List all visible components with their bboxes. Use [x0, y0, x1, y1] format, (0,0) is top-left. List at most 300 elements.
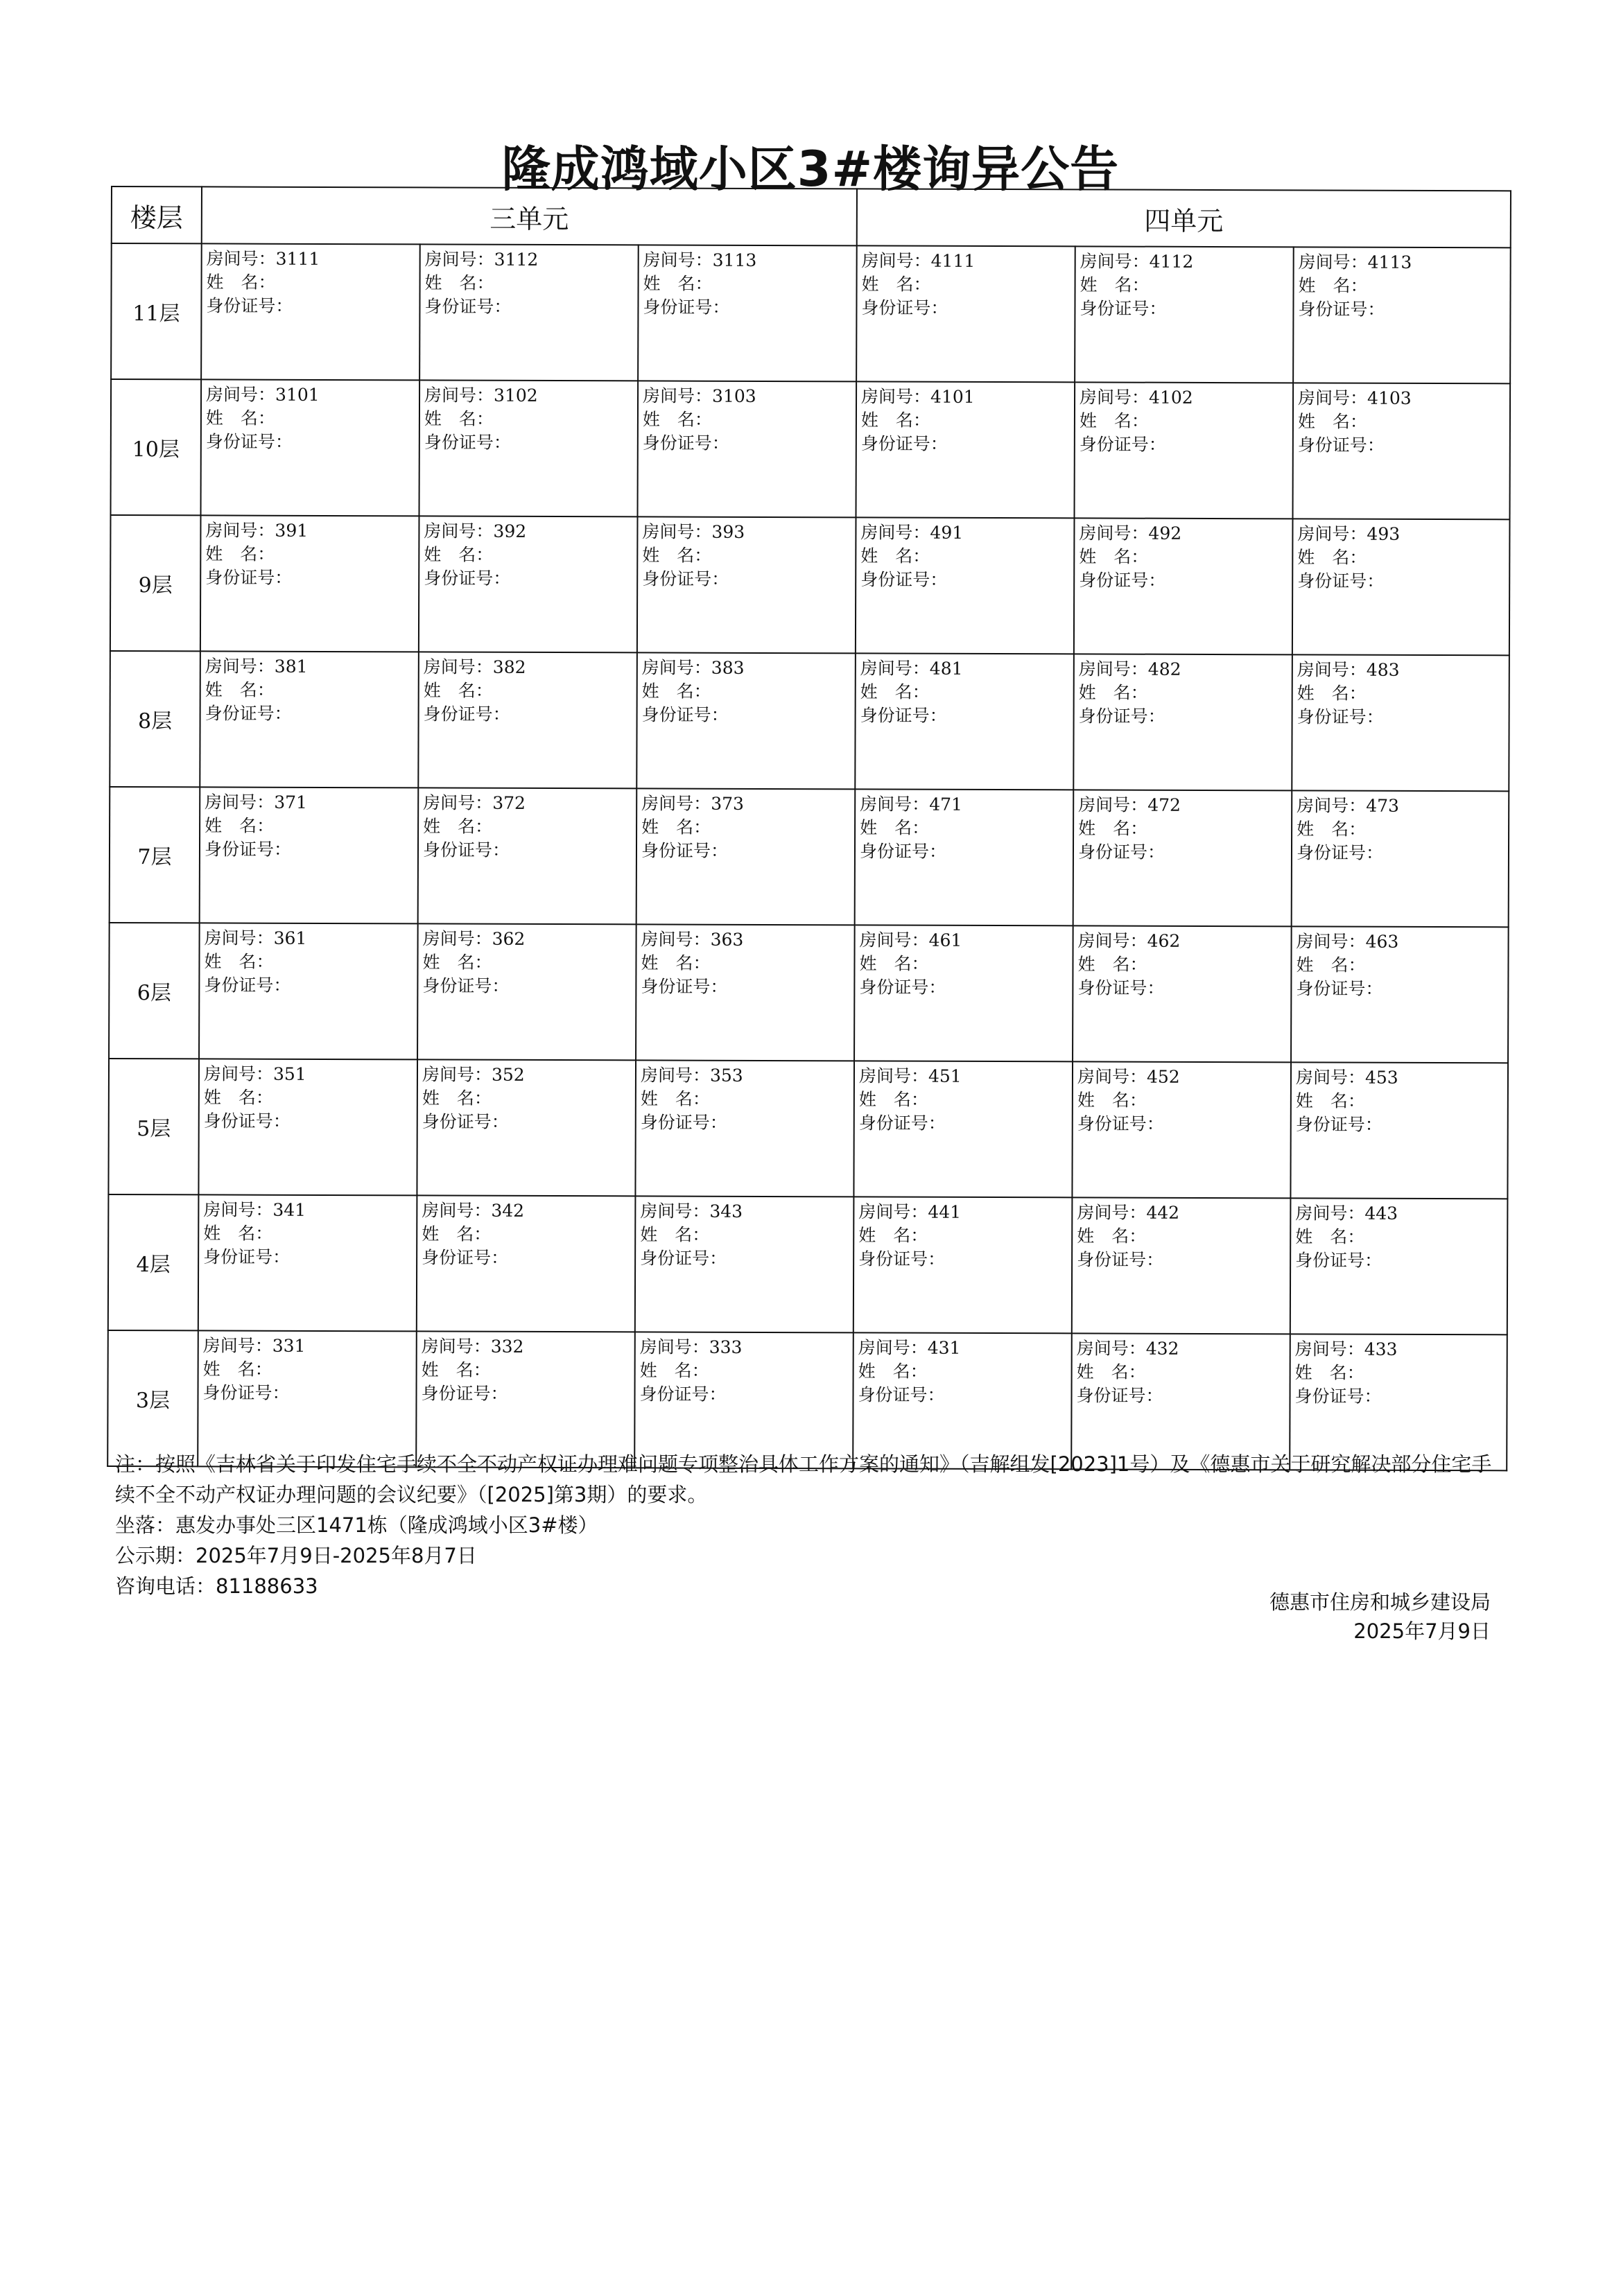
room-cell: [855, 653, 1074, 790]
room-number-value: 4101: [930, 386, 975, 407]
room-number-line: [643, 384, 856, 408]
room-number-label: 房间号：: [202, 1335, 272, 1356]
id-number-label: 身份证号：: [1297, 706, 1384, 727]
room-number-line: [1297, 658, 1509, 682]
room-number-value: 442: [1146, 1202, 1180, 1223]
room-number-label: 房间号：: [206, 384, 276, 405]
room-number-value: 3101: [275, 384, 320, 405]
room-number-line: [860, 928, 1073, 953]
floor-label: 6层: [109, 923, 200, 1059]
room-number-line: [640, 1199, 853, 1224]
room-cell: [856, 245, 1075, 382]
issue-date: 2025年7月9日: [1353, 1619, 1491, 1643]
room-number-line: [206, 383, 419, 407]
room-number-line: [204, 1062, 417, 1086]
room-number-line: [641, 1063, 853, 1088]
room-number-label: 房间号：: [205, 792, 275, 812]
room-number-label: 房间号：: [422, 928, 492, 949]
room-number-label: 房间号：: [1298, 252, 1368, 272]
room-number-label: 房间号：: [1078, 794, 1148, 815]
room-number-label: 房间号：: [1077, 1202, 1147, 1223]
room-number-label: 房间号：: [861, 386, 931, 407]
room-number-line: [424, 383, 637, 408]
room-number-line: [858, 1336, 1071, 1360]
floor-label: 9层: [110, 515, 201, 651]
room-number-label: 房间号：: [858, 1337, 928, 1358]
name-label: 姓 名：: [203, 1087, 273, 1108]
room-number-value: 361: [273, 928, 307, 948]
room-number-value: 443: [1364, 1203, 1398, 1224]
room-cell: [635, 1196, 854, 1332]
room-number-value: 342: [491, 1200, 525, 1221]
room-number-value: 433: [1364, 1339, 1398, 1359]
room-number-label: 房间号：: [204, 928, 274, 948]
room-number-value: 3113: [712, 250, 757, 270]
room-number-value: 491: [930, 522, 964, 543]
room-number-line: [858, 1200, 1071, 1224]
id-number-label: 身份证号：: [1077, 977, 1165, 998]
room-number-label: 房间号：: [424, 249, 494, 270]
room-number-line: [203, 1334, 416, 1358]
room-number-line: [641, 792, 854, 816]
room-cell: [634, 1332, 853, 1468]
room-number-line: [862, 249, 1075, 273]
id-number-label: 身份证号：: [859, 841, 947, 862]
room-number-line: [1296, 1066, 1507, 1090]
table-row: [110, 787, 1509, 927]
location-text: 坐落：惠发办事处三区1471栋（隆成鸿域小区3#楼）: [115, 1513, 598, 1537]
room-number-value: 332: [490, 1336, 524, 1357]
room-number-value: 482: [1147, 659, 1181, 679]
name-label: 姓 名：: [642, 545, 712, 566]
room-number-line: [640, 1335, 853, 1359]
id-number-label: 身份证号：: [1297, 435, 1385, 455]
room-number-label: 房间号：: [1080, 251, 1150, 272]
name-label: 姓 名：: [206, 272, 276, 293]
name-label: 姓 名：: [423, 680, 493, 701]
id-number-label: 身份证号：: [860, 433, 948, 454]
room-cell: [201, 379, 420, 516]
room-number-value: 363: [710, 929, 744, 950]
room-number-line: [1078, 929, 1291, 953]
name-label: 姓 名：: [1076, 1362, 1146, 1382]
room-number-label: 房间号：: [205, 656, 275, 677]
room-number-line: [861, 385, 1074, 409]
room-cell: [1292, 654, 1509, 791]
id-number-label: 身份证号：: [1298, 299, 1385, 320]
room-cell: [1290, 1062, 1508, 1199]
issuer-org: 德惠市住房和城乡建设局: [1269, 1590, 1491, 1614]
room-number-value: 351: [272, 1063, 306, 1084]
id-number-label: 身份证号：: [203, 1246, 291, 1267]
room-number-label: 房间号：: [858, 1201, 928, 1222]
room-number-line: [423, 791, 636, 815]
signature-block: [1269, 1588, 1491, 1646]
room-number-line: [1297, 794, 1508, 818]
room-cell: [635, 1060, 854, 1197]
room-number-line: [423, 927, 636, 951]
id-number-label: 身份证号：: [860, 569, 948, 590]
table-row: [109, 923, 1509, 1063]
room-number-value: 353: [709, 1065, 743, 1086]
room-number-label: 房间号：: [641, 657, 711, 678]
id-number-label: 身份证号：: [639, 1384, 727, 1404]
room-number-line: [424, 519, 636, 543]
room-number-value: 471: [929, 794, 962, 815]
room-cell: [1075, 246, 1294, 383]
room-number-value: 382: [492, 656, 526, 677]
room-number-label: 房间号：: [203, 1063, 274, 1084]
name-label: 姓 名：: [205, 408, 276, 428]
id-number-label: 身份证号：: [858, 1249, 946, 1269]
room-cell: [1075, 382, 1294, 519]
room-number-line: [207, 247, 419, 271]
id-number-label: 身份证号：: [202, 1382, 290, 1403]
room-cell: [198, 1330, 417, 1467]
period-text: 公示期：2025年7月9日-2025年8月7日: [115, 1544, 477, 1567]
unit-3-header: 三单元: [202, 186, 857, 245]
id-number-label: 身份证号：: [643, 297, 730, 318]
name-label: 姓 名：: [424, 544, 494, 565]
room-number-label: 房间号：: [424, 385, 494, 406]
room-number-value: 441: [928, 1201, 962, 1222]
name-label: 姓 名：: [1297, 819, 1367, 840]
room-number-line: [205, 790, 417, 815]
room-number-value: 432: [1145, 1338, 1179, 1359]
room-cell: [1074, 518, 1293, 654]
room-number-label: 房间号：: [1298, 388, 1368, 408]
room-number-label: 房间号：: [1297, 795, 1367, 816]
room-number-line: [1077, 1337, 1290, 1361]
room-number-value: 392: [493, 521, 527, 541]
room-number-value: 492: [1148, 523, 1182, 543]
room-cell: [419, 380, 639, 516]
id-number-label: 身份证号：: [1076, 1385, 1163, 1406]
name-label: 姓 名：: [858, 1089, 928, 1110]
room-number-label: 房间号：: [860, 658, 930, 679]
room-cell: [198, 1059, 417, 1195]
room-cell: [638, 245, 857, 381]
id-number-label: 身份证号：: [205, 703, 292, 724]
name-label: 姓 名：: [1077, 954, 1147, 975]
room-cell: [419, 516, 638, 652]
room-number-line: [860, 656, 1073, 681]
room-number-line: [1077, 1201, 1290, 1225]
floor-label: 11层: [111, 243, 202, 379]
room-number-value: 461: [928, 930, 962, 950]
room-cell: [198, 1194, 417, 1331]
room-cell: [856, 517, 1075, 654]
name-label: 姓 名：: [422, 1088, 492, 1108]
room-number-label: 房间号：: [641, 793, 711, 814]
room-number-line: [1078, 793, 1291, 817]
name-label: 姓 名：: [1296, 955, 1366, 975]
name-label: 姓 名：: [205, 679, 275, 700]
name-label: 姓 名：: [204, 951, 274, 972]
room-number-line: [1077, 1065, 1290, 1089]
room-number-label: 房间号：: [1078, 659, 1148, 679]
name-label: 姓 名：: [424, 408, 494, 429]
room-number-label: 房间号：: [1297, 523, 1367, 544]
room-number-label: 房间号：: [423, 656, 493, 677]
room-number-label: 房间号：: [640, 1201, 710, 1221]
name-label: 姓 名：: [422, 1224, 492, 1244]
name-label: 姓 名：: [860, 546, 930, 566]
room-number-line: [205, 654, 418, 679]
room-number-value: 343: [709, 1201, 743, 1221]
room-cell: [636, 788, 856, 925]
room-number-label: 房间号：: [1077, 1066, 1147, 1087]
name-label: 姓 名：: [1077, 1226, 1147, 1246]
room-number-line: [642, 656, 855, 680]
room-number-value: 4103: [1367, 388, 1412, 408]
room-number-value: 381: [274, 656, 308, 677]
room-number-label: 房间号：: [1297, 659, 1367, 680]
name-label: 姓 名：: [858, 1225, 928, 1246]
room-cell: [1292, 519, 1510, 655]
room-number-line: [859, 1064, 1072, 1088]
floor-label: 4层: [108, 1194, 199, 1330]
id-number-label: 身份证号：: [424, 568, 511, 589]
room-table: [107, 186, 1511, 1471]
room-number-value: 362: [492, 928, 526, 949]
room-number-value: 3112: [494, 249, 539, 270]
room-cell: [200, 515, 419, 652]
floor-label: 8层: [110, 651, 200, 787]
id-number-label: 身份证号：: [642, 433, 729, 453]
room-cell: [1073, 925, 1292, 1062]
id-number-label: 身份证号：: [1294, 1386, 1382, 1407]
room-number-label: 房间号：: [205, 520, 275, 541]
room-number-label: 房间号：: [1079, 523, 1149, 543]
room-number-value: 3103: [712, 385, 756, 406]
name-label: 姓 名：: [421, 1359, 491, 1380]
room-number-value: 4113: [1367, 252, 1412, 272]
room-number-value: 473: [1366, 795, 1399, 816]
room-number-label: 房间号：: [1080, 387, 1150, 408]
room-number-line: [860, 521, 1073, 545]
table-row: [110, 515, 1510, 655]
room-cell: [853, 1061, 1073, 1197]
name-label: 姓 名：: [423, 816, 493, 837]
room-number-value: 472: [1147, 794, 1181, 815]
id-number-label: 身份证号：: [861, 297, 948, 318]
id-number-label: 身份证号：: [206, 295, 293, 316]
name-label: 姓 名：: [1078, 818, 1148, 839]
room-number-label: 房间号：: [203, 1199, 273, 1220]
room-number-value: 333: [709, 1337, 743, 1357]
name-label: 姓 名：: [860, 681, 930, 702]
table-row: [108, 1194, 1508, 1334]
room-number-label: 房间号：: [860, 522, 930, 543]
name-label: 姓 名：: [202, 1359, 272, 1380]
name-label: 姓 名：: [203, 1223, 273, 1244]
name-label: 姓 名：: [641, 681, 711, 702]
room-cell: [200, 787, 419, 923]
id-number-label: 身份证号：: [641, 976, 728, 997]
name-label: 姓 名：: [640, 1088, 710, 1109]
floor-label: 3层: [107, 1330, 198, 1466]
room-number-label: 房间号：: [1294, 1339, 1364, 1359]
room-number-value: 493: [1367, 523, 1401, 544]
room-number-line: [1080, 250, 1293, 274]
room-number-label: 房间号：: [1077, 930, 1147, 951]
room-cell: [418, 652, 637, 788]
room-cell: [638, 381, 857, 517]
id-number-label: 身份证号：: [205, 431, 293, 452]
room-cell: [1292, 790, 1509, 927]
id-number-label: 身份证号：: [424, 296, 512, 317]
name-label: 姓 名：: [1297, 411, 1368, 432]
room-number-line: [422, 1063, 635, 1087]
name-label: 姓 名：: [642, 409, 713, 430]
name-label: 姓 名：: [860, 410, 931, 430]
room-number-line: [1079, 657, 1292, 681]
id-number-label: 身份证号：: [858, 1384, 945, 1405]
room-cell: [200, 651, 419, 788]
id-number-label: 身份证号：: [204, 975, 291, 995]
room-cell: [199, 923, 418, 1059]
room-number-line: [860, 792, 1073, 817]
room-cell: [1073, 790, 1292, 926]
name-label: 姓 名：: [641, 817, 711, 837]
unit-4-header: 四单元: [857, 189, 1511, 247]
room-number-value: 463: [1365, 931, 1399, 952]
id-number-label: 身份证号：: [860, 705, 947, 726]
id-number-label: 身份证号：: [640, 1248, 727, 1269]
room-cell: [637, 516, 856, 653]
floor-label: 5层: [108, 1059, 199, 1194]
room-number-line: [642, 520, 855, 544]
room-number-value: 462: [1147, 930, 1181, 951]
name-label: 姓 名：: [643, 273, 713, 294]
room-cell: [417, 1195, 636, 1332]
room-number-value: 481: [929, 658, 963, 679]
id-number-label: 身份证号：: [858, 1113, 946, 1133]
id-number-label: 身份证号：: [1295, 1114, 1382, 1135]
id-number-label: 身份证号：: [422, 975, 510, 996]
table-row: [111, 243, 1511, 383]
id-number-label: 身份证号：: [205, 567, 293, 588]
id-number-label: 身份证号：: [1296, 978, 1383, 999]
room-cell: [636, 924, 855, 1061]
note-text: 注：按照《吉林省关于印发住宅手续不全不动产权证办理难问题专项整治具体工作方案的通知》（吉解组发[2023]1号）及《德惠市关于研究解决部分住宅手续不全不动产权证办理问题的会议纪要》（[2025]第3期）的要求。: [115, 1452, 1492, 1506]
room-number-line: [641, 928, 854, 952]
name-label: 姓 名：: [639, 1360, 709, 1381]
room-cell: [201, 243, 420, 380]
room-number-label: 房间号：: [422, 1200, 492, 1221]
notes-section: [115, 1449, 1509, 1601]
id-number-label: 身份证号：: [203, 1111, 291, 1131]
id-number-label: 身份证号：: [204, 839, 292, 860]
id-number-label: 身份证号：: [422, 1111, 509, 1132]
name-label: 姓 名：: [859, 953, 929, 974]
room-number-label: 房间号：: [1076, 1338, 1146, 1359]
id-number-label: 身份证号：: [422, 840, 510, 860]
room-number-label: 房间号：: [422, 1064, 492, 1085]
room-cell: [1290, 1198, 1508, 1334]
room-number-line: [1295, 1201, 1507, 1226]
room-number-label: 房间号：: [860, 794, 930, 815]
room-number-value: 341: [272, 1199, 306, 1220]
room-cell: [1072, 1061, 1291, 1198]
room-cell: [855, 789, 1074, 925]
name-label: 姓 名：: [641, 953, 711, 973]
room-cell: [417, 923, 636, 1060]
name-label: 姓 名：: [860, 817, 930, 838]
room-cell: [1291, 926, 1509, 1063]
room-cell: [419, 244, 639, 381]
room-number-label: 房间号：: [642, 521, 712, 542]
room-number-line: [203, 1198, 416, 1222]
id-number-label: 身份证号：: [641, 704, 729, 725]
room-number-value: 453: [1364, 1067, 1398, 1088]
name-label: 姓 名：: [858, 1361, 928, 1382]
room-number-label: 房间号：: [206, 248, 276, 269]
room-number-value: 393: [711, 521, 745, 542]
room-number-line: [1297, 930, 1508, 954]
id-number-label: 身份证号：: [1295, 1250, 1382, 1271]
table-header-row: [112, 186, 1511, 247]
id-number-label: 身份证号：: [1077, 842, 1165, 862]
name-label: 姓 名：: [1080, 275, 1150, 295]
room-number-line: [422, 1199, 634, 1223]
id-number-label: 身份证号：: [1078, 706, 1165, 727]
room-number-line: [1298, 386, 1509, 410]
room-number-value: 3102: [494, 385, 538, 406]
id-number-label: 身份证号：: [1077, 1113, 1164, 1134]
room-number-value: 352: [491, 1064, 525, 1085]
name-label: 姓 名：: [1077, 1090, 1147, 1111]
room-number-label: 房间号：: [1295, 1203, 1365, 1224]
name-label: 姓 名：: [1295, 1226, 1365, 1247]
name-label: 姓 名：: [205, 815, 275, 836]
name-label: 姓 名：: [205, 543, 275, 564]
id-number-label: 身份证号：: [1079, 570, 1166, 591]
room-number-line: [1080, 385, 1292, 410]
room-number-value: 452: [1146, 1066, 1180, 1087]
name-label: 姓 名：: [1294, 1362, 1364, 1383]
room-number-value: 431: [927, 1337, 961, 1358]
name-label: 姓 名：: [1298, 275, 1368, 296]
id-number-label: 身份证号：: [422, 1247, 509, 1268]
name-label: 姓 名：: [1297, 547, 1367, 568]
room-number-line: [205, 926, 417, 950]
room-number-line: [1299, 250, 1510, 275]
table-row: [108, 1059, 1508, 1199]
room-cell: [853, 1197, 1073, 1333]
id-number-label: 身份证号：: [423, 704, 510, 724]
room-number-label: 房间号：: [859, 930, 929, 950]
id-number-label: 身份证号：: [421, 1383, 508, 1404]
room-number-value: 4112: [1149, 251, 1194, 272]
id-number-label: 身份证号：: [1297, 571, 1385, 591]
room-number-label: 房间号：: [640, 1065, 711, 1086]
name-label: 姓 名：: [1297, 683, 1367, 704]
room-cell: [416, 1331, 635, 1468]
room-cell: [1072, 1197, 1291, 1334]
room-number-value: 483: [1366, 659, 1400, 680]
id-number-label: 身份证号：: [859, 977, 946, 998]
room-number-label: 房间号：: [641, 929, 711, 950]
room-number-line: [422, 1334, 634, 1359]
room-number-label: 房间号：: [421, 1336, 491, 1357]
id-number-label: 身份证号：: [642, 568, 729, 589]
room-number-value: 391: [275, 520, 309, 541]
room-number-value: 3111: [275, 248, 320, 269]
room-cell: [418, 788, 637, 924]
name-label: 姓 名：: [422, 952, 492, 973]
